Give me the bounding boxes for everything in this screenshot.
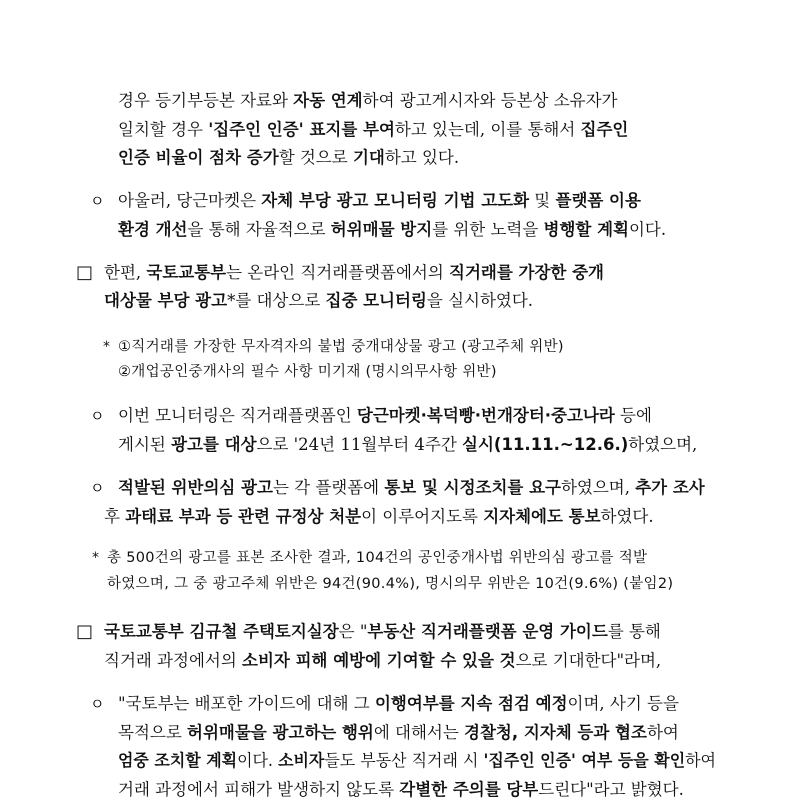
bold-text: 소비자 피해 예방에 기여할 수 있을 것: [242, 651, 516, 670]
text-run: 이 이루어지도록: [361, 507, 484, 526]
bold-text: 당근마켓·복덕빵·번개장터·중고나라: [356, 406, 615, 425]
text-line: [118, 749, 716, 773]
bold-text: 광고를 대상: [171, 435, 257, 454]
text-line: [118, 189, 641, 213]
text-run: 및: [529, 191, 556, 210]
text-line: [118, 218, 666, 242]
text-run: 하여: [646, 723, 679, 742]
bold-text: 국토교통부 김규철 주택토지실장: [104, 622, 339, 641]
text-line: [118, 404, 652, 428]
text-line: [118, 721, 679, 745]
bold-text: 통보 및 시정조치를 요구: [384, 478, 561, 497]
bold-text: 경찰청, 지자체 등과 협조: [464, 723, 647, 742]
text-run: "국토부는 배포한 가이드에 대해 그: [118, 694, 375, 713]
text-line: [118, 118, 628, 142]
text-run: 하고 있다.: [384, 148, 460, 167]
text-run: 이다.: [237, 751, 279, 770]
text-line: [104, 261, 604, 285]
text-run: 으로 '24년 11월부터 4주간: [256, 435, 463, 454]
text-run: 이며, 사기 등을: [567, 694, 679, 713]
text-run: 할 것으로: [278, 148, 353, 167]
bold-text: 기대: [352, 148, 385, 167]
text-run: 는 각 플랫폼에: [272, 478, 385, 497]
text-line: [118, 778, 684, 802]
bold-text: 집주인: [580, 120, 629, 139]
text-run: 한편,: [104, 263, 147, 282]
bold-text: 지자체에도 통보: [483, 507, 601, 526]
text-run: 하여 광고게시자와 등본상 소유자가: [362, 91, 618, 110]
text-line: [104, 289, 533, 313]
bold-text: 허위매물을 광고하는 행위: [187, 723, 374, 742]
bullet-marker: ㅇ: [90, 695, 105, 713]
text-run: 하였으며,: [628, 435, 698, 454]
text-run: 경우 등기부등본 자료와: [118, 91, 294, 110]
bold-text: 과태료 부과 등 관련 규정상 처분: [125, 507, 362, 526]
bold-text: 환경 개선: [118, 220, 188, 239]
text-line: [104, 620, 661, 644]
footnote-line: ①직거래를 가장한 무자격자의 불법 중개대상물 광고 (광고주체 위반): [118, 339, 564, 355]
bold-text: 소비자: [278, 751, 325, 770]
bold-text: 적발된 위반의심 광고: [118, 478, 273, 497]
bold-text: 이행여부를 지속 점검 예정: [374, 694, 568, 713]
text-run: 들도 부동산 직거래 시: [324, 751, 484, 770]
text-run: 하였으며,: [560, 478, 636, 497]
bold-text: 각별한 주의를 당부: [399, 780, 539, 799]
text-run: 은 ": [338, 622, 368, 641]
bold-text: 플랫폼 이용: [555, 191, 641, 210]
text-line: [118, 89, 617, 113]
text-line: [118, 146, 459, 170]
text-run: 이번 모니터링은 직거래플랫폼인: [118, 406, 357, 425]
text-line: [118, 692, 679, 716]
bold-text: 실시(11.11.~12.6.): [462, 435, 629, 454]
bold-text: 허위매물 방지: [330, 220, 433, 239]
text-run: 드린다"라고 밝혔다.: [538, 780, 684, 799]
text-line: [118, 476, 705, 500]
bold-text: 인증 비율이 점차 증가: [118, 148, 279, 167]
text-run: *를 대상으로: [227, 291, 326, 310]
text-line: [104, 505, 654, 529]
bold-text: 직거래를 가장한 중개: [449, 263, 604, 282]
text-run: 을 실시하였다.: [426, 291, 534, 310]
text-run: 이다.: [628, 220, 667, 239]
text-run: 을 통해 자율적으로: [187, 220, 331, 239]
text-run: 게시된: [118, 435, 172, 454]
bold-text: 자체 부당 광고 모니터링 기법 고도화: [261, 191, 530, 210]
bullet-marker: ㅇ: [90, 407, 105, 425]
bold-text: '집주인 인증' 표지를 부여: [208, 120, 395, 139]
bold-text: '집주인 인증' 여부 등을 확인: [483, 751, 686, 770]
bold-text: 부동산 직거래플랫폼 운영 가이드: [367, 622, 608, 641]
footnote-line: 총 500건의 광고를 표본 조사한 결과, 104건의 공인중개사법 위반의심 광고를 적발: [107, 550, 648, 566]
text-run: 에 대해서는: [373, 723, 465, 742]
text-run: 목적으로: [118, 723, 188, 742]
text-run: 직거래 과정에서의: [104, 651, 243, 670]
bold-text: 국토교통부: [146, 263, 227, 282]
text-run: 후: [104, 507, 126, 526]
footnote-line: 하였으며, 그 중 광고주체 위반은 94건(90.4%), 명시의무 위반은 10건(9.6%) (붙임2): [107, 576, 674, 592]
bold-text: 집중 모니터링: [325, 291, 427, 310]
footnote-marker: *: [92, 550, 99, 566]
text-run: 는 온라인 직거래플랫폼에서의: [226, 263, 450, 282]
bold-text: 추가 조사: [635, 478, 705, 497]
checkbox-marker: □: [76, 621, 94, 642]
text-line: [118, 433, 697, 457]
bold-text: 엄중 조치할 계획: [118, 751, 238, 770]
footnote-marker: *: [103, 339, 110, 355]
text-run: 거래 과정에서 피해가 발생하지 않도록: [118, 780, 400, 799]
text-run: 하였다.: [600, 507, 654, 526]
checkbox-marker: □: [76, 262, 94, 283]
bullet-marker: ㅇ: [90, 192, 105, 210]
text-run: 를 통해: [607, 622, 661, 641]
bold-text: 자동 연계: [293, 91, 363, 110]
text-run: 아울러, 당근마켓은: [118, 191, 262, 210]
bold-text: 대상물 부당 광고: [104, 291, 228, 310]
text-line: [104, 649, 661, 673]
text-run: 를 위한 노력을: [432, 220, 544, 239]
text-run: 하여: [685, 751, 716, 770]
text-run: 으로 기대한다"라며,: [515, 651, 662, 670]
bullet-marker: ㅇ: [90, 479, 105, 497]
text-run: 일치할 경우: [118, 120, 209, 139]
text-run: 하고 있는데, 이를 통해서: [394, 120, 581, 139]
footnote-line: ②개업공인중개사의 필수 사항 미기재 (명시의무사항 위반): [118, 364, 497, 380]
text-run: 등에: [614, 406, 652, 425]
bold-text: 병행할 계획: [543, 220, 629, 239]
